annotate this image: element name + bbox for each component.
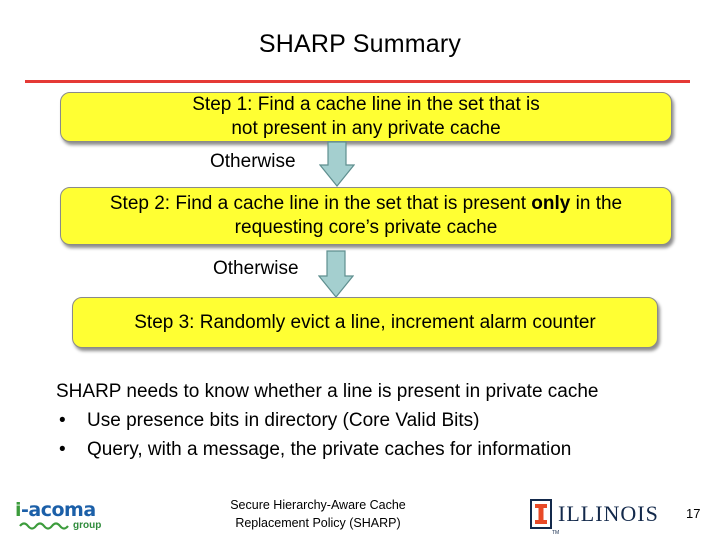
bullet-glyph: • <box>59 410 66 431</box>
i-acoma-wordmark-rest: -acoma <box>21 499 96 521</box>
footer-caption <box>198 496 438 532</box>
i-acoma-wordmark <box>15 500 96 520</box>
bullet-glyph: • <box>59 439 66 460</box>
step-2-box <box>60 187 672 245</box>
wave-icon <box>19 520 73 530</box>
step-2-line-1 <box>110 192 622 216</box>
bullet-text-2: Query, with a message, the private caches for information <box>87 439 572 460</box>
title-divider <box>25 80 690 83</box>
down-arrow-1 <box>319 141 355 187</box>
bullet-item <box>56 435 599 464</box>
down-arrow-1-shape <box>320 142 354 186</box>
otherwise-label-2: Otherwise <box>213 258 299 279</box>
down-arrow-2-shape <box>319 251 353 297</box>
step-2-line-1-post: in the <box>570 193 623 214</box>
step-2-line-2: requesting core’s private cache <box>234 217 498 238</box>
bullet-text-1: Use presence bits in directory (Core Valid Bits) <box>87 410 480 431</box>
notes-intro: SHARP needs to know whether a line is present in private cache <box>56 381 599 402</box>
otherwise-label-1: Otherwise <box>210 151 296 172</box>
step-1-line-2: not present in any private cache <box>231 118 501 139</box>
illinois-wordmark: ILLINOIS <box>558 501 659 526</box>
step-3-box <box>72 297 658 348</box>
slide-title: SHARP Summary <box>258 30 462 58</box>
footer-caption-line-1: Secure Hierarchy-Aware Cache <box>230 498 406 512</box>
illinois-logo <box>530 499 659 536</box>
footer-caption-line-2: Replacement Policy (SHARP) <box>235 516 401 530</box>
step-1-line-1: Step 1: Find a cache line in the set that is <box>192 94 540 115</box>
i-acoma-logo <box>15 499 102 531</box>
trademark-mark: TM <box>552 530 560 536</box>
block-i-icon <box>530 499 552 529</box>
bullet-item <box>56 406 599 435</box>
step-2-emphasis-only: only <box>531 193 571 214</box>
i-acoma-group-label: group <box>73 520 102 531</box>
step-1-box <box>60 92 672 142</box>
notes-block <box>56 377 599 464</box>
step-2-line-1-pre: Step 2: Find a cache line in the set that is present <box>109 193 532 214</box>
page-number: 17 <box>686 506 701 521</box>
step-3-line-1: Step 3: Randomly evict a line, increment alarm counter <box>134 311 596 333</box>
down-arrow-2 <box>318 250 354 298</box>
i-acoma-wordmark-i: i <box>15 499 22 521</box>
